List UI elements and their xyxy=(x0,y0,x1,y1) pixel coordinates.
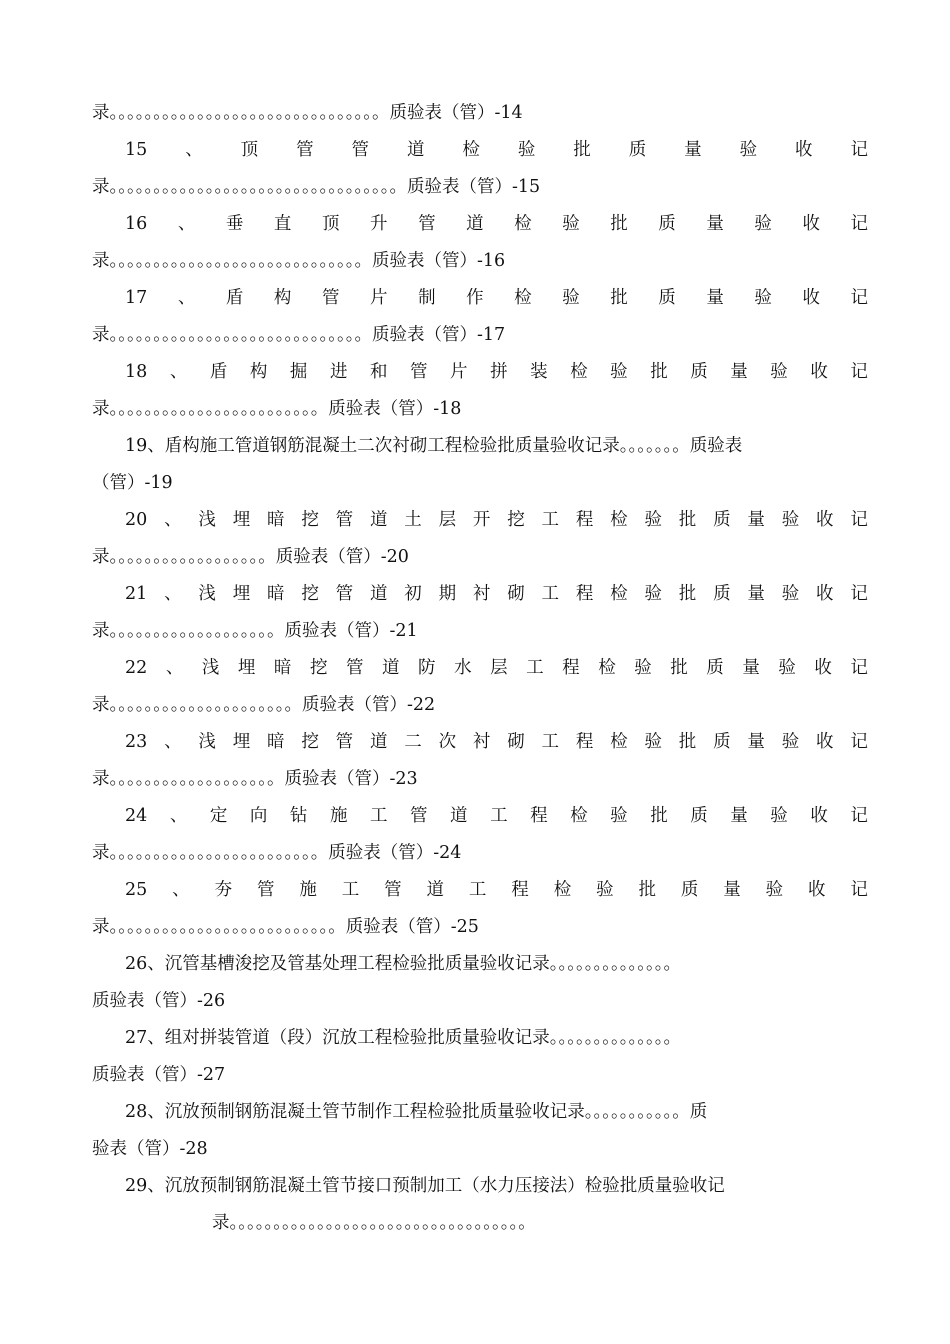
toc-title-char: 批 xyxy=(638,880,656,900)
toc-title-char: 管 xyxy=(321,288,340,308)
toc-line: 录。。。。。。。。。。。。。。。。。。。。。。。。。。。。。质验表（管）-17 xyxy=(92,325,506,345)
toc-title-char: 记 xyxy=(850,362,868,382)
toc-line: 录。。。。。。。。。。。。。。。。。。。。。。。。。。。。。。。。。质验表（管）-15 xyxy=(92,177,541,197)
toc-title-char: 管 xyxy=(410,362,428,382)
toc-title-char: 掘 xyxy=(289,362,308,382)
toc-entry-number: 25 xyxy=(125,880,148,900)
toc-title-char: 验 xyxy=(781,732,800,752)
toc-title-char: 二 xyxy=(404,732,422,752)
toc-title-char: 施 xyxy=(329,806,348,826)
toc-title-char: 量 xyxy=(706,288,724,308)
toc-entry-23 xyxy=(125,724,868,761)
toc-entry-25 xyxy=(125,872,868,909)
toc-title-char: 批 xyxy=(573,140,591,160)
toc-title-char: 和 xyxy=(369,362,388,382)
toc-title-char: 浅 xyxy=(201,658,220,678)
toc-title-char: 砌 xyxy=(507,732,525,752)
toc-entry-number: 22 xyxy=(125,658,148,678)
toc-title-char: 、 xyxy=(185,140,203,160)
toc-title-char: 批 xyxy=(610,214,628,234)
toc-line: 录。。。。。。。。。。。。。。。。。。。质验表（管）-21 xyxy=(92,621,418,641)
toc-title-char: 质 xyxy=(706,658,724,678)
toc-title-char: 工 xyxy=(341,880,360,900)
toc-line: 录。。。。。。。。。。。。。。。。。。。。。。。。。。质验表（管）-25 xyxy=(92,917,479,937)
toc-title-char: 量 xyxy=(747,584,765,604)
toc-title-char: 检 xyxy=(598,658,616,678)
toc-title-char: 管 xyxy=(256,880,275,900)
toc-title-char: 程 xyxy=(575,510,594,530)
toc-title-char: 作 xyxy=(466,288,484,308)
toc-title-char: 验 xyxy=(754,288,772,308)
toc-title-char: 验 xyxy=(644,510,662,530)
toc-entry-17 xyxy=(125,280,868,317)
toc-entry-18 xyxy=(125,354,868,391)
toc-title-char: 开 xyxy=(472,510,491,530)
toc-entry-number: 20 xyxy=(125,510,148,530)
toc-title-char: 记 xyxy=(850,658,868,678)
toc-title-char: 埋 xyxy=(237,658,256,678)
toc-title-char: 验 xyxy=(770,806,788,826)
toc-title-char: 收 xyxy=(802,288,820,308)
toc-title-char: 层 xyxy=(490,658,508,678)
toc-title-char: 暗 xyxy=(267,584,285,604)
toc-entry-number: 16 xyxy=(125,214,148,234)
toc-entry-21 xyxy=(125,576,868,613)
toc-title-char: 程 xyxy=(530,806,548,826)
toc-title-char: 、 xyxy=(172,880,190,900)
toc-title-char: 工 xyxy=(541,732,560,752)
toc-title-char: 工 xyxy=(541,510,560,530)
toc-line: （管）-19 xyxy=(92,473,173,493)
toc-title-char: 批 xyxy=(670,658,688,678)
toc-title-char: 验 xyxy=(739,140,758,160)
toc-title-char: 程 xyxy=(575,732,594,752)
toc-title-char: 管 xyxy=(351,140,370,160)
toc-title-char: 检 xyxy=(570,806,588,826)
toc-title-char: 质 xyxy=(713,732,731,752)
toc-title-char: 定 xyxy=(209,806,228,826)
toc-title-char: 记 xyxy=(850,880,868,900)
toc-title-char: 验 xyxy=(517,140,536,160)
toc-title-char: 程 xyxy=(575,584,594,604)
toc-title-char: 防 xyxy=(418,658,436,678)
toc-title-char: 次 xyxy=(438,732,457,752)
toc-title-char: 埋 xyxy=(232,510,251,530)
toc-line: 录。。。。。。。。。。。。。。。。。。。。。质验表（管）-22 xyxy=(92,695,436,715)
toc-title-char: 暗 xyxy=(273,658,292,678)
toc-title-char: 挖 xyxy=(301,510,319,530)
toc-title-char: 质 xyxy=(658,214,676,234)
toc-entry-19: 19、盾构施工管道钢筋混凝土二次衬砌工程检验批质量验收记录。。。。。。。质验表 xyxy=(125,436,743,456)
toc-entry-number: 23 xyxy=(125,732,148,752)
toc-entry-number: 18 xyxy=(125,362,148,382)
toc-title-char: 盾 xyxy=(225,288,244,308)
toc-title-char: 装 xyxy=(530,362,548,382)
toc-title-char: 道 xyxy=(369,584,388,604)
toc-title-char: 制 xyxy=(418,288,436,308)
toc-title-char: 暗 xyxy=(267,510,285,530)
toc-title-char: 道 xyxy=(466,214,484,234)
toc-entry-26: 26、沉管基槽浚挖及管基处理工程检验批质量验收记录。。。。。。。。。。。。。。 xyxy=(125,954,682,974)
toc-title-char: 检 xyxy=(610,732,628,752)
toc-title-char: 批 xyxy=(650,362,668,382)
toc-title-char: 验 xyxy=(634,658,652,678)
toc-title-char: 量 xyxy=(684,140,702,160)
toc-title-char: 收 xyxy=(816,510,834,530)
toc-title-char: 管 xyxy=(418,214,436,234)
toc-title-char: 验 xyxy=(610,806,628,826)
toc-entry-number: 21 xyxy=(125,584,148,604)
toc-title-char: 验 xyxy=(781,510,800,530)
toc-title-char: 期 xyxy=(438,584,457,604)
toc-title-char: 道 xyxy=(426,880,445,900)
toc-title-char: 、 xyxy=(165,658,184,678)
toc-title-char: 记 xyxy=(850,140,868,160)
toc-title-char: 管 xyxy=(410,806,428,826)
toc-title-char: 工 xyxy=(541,584,560,604)
toc-title-char: 挖 xyxy=(507,510,525,530)
toc-title-char: 管 xyxy=(345,658,364,678)
toc-title-char: 挖 xyxy=(301,584,319,604)
toc-line: 质验表（管）-27 xyxy=(92,1065,226,1085)
toc-title-char: 收 xyxy=(814,658,832,678)
toc-title-char: 记 xyxy=(850,732,868,752)
toc-line: 录。。。。。。。。。。。。。。。。。。。。。。。。质验表（管）-18 xyxy=(92,399,462,419)
toc-title-char: 道 xyxy=(369,510,388,530)
toc-title-char: 进 xyxy=(329,362,348,382)
toc-title-char: 衬 xyxy=(472,732,491,752)
toc-title-char: 施 xyxy=(299,880,317,900)
toc-title-char: 挖 xyxy=(309,658,328,678)
toc-title-char: 管 xyxy=(335,584,354,604)
toc-title-char: 质 xyxy=(690,362,708,382)
toc-title-char: 道 xyxy=(382,658,400,678)
toc-title-char: 直 xyxy=(273,214,292,234)
toc-title-char: 、 xyxy=(177,214,196,234)
toc-title-char: 、 xyxy=(164,510,182,530)
toc-title-char: 记 xyxy=(850,806,868,826)
toc-title-char: 土 xyxy=(404,510,422,530)
toc-title-char: 收 xyxy=(816,584,834,604)
toc-title-char: 管 xyxy=(335,510,354,530)
toc-entry-number: 17 xyxy=(125,288,148,308)
toc-title-char: 验 xyxy=(596,880,614,900)
toc-title-char: 验 xyxy=(610,362,628,382)
toc-title-char: 质 xyxy=(680,880,699,900)
toc-title-char: 顶 xyxy=(321,214,340,234)
toc-title-char: 验 xyxy=(778,658,796,678)
toc-title-char: 初 xyxy=(404,584,422,604)
toc-title-char: 浅 xyxy=(198,584,216,604)
toc-title-char: 收 xyxy=(808,880,826,900)
toc-entry-number: 15 xyxy=(125,140,148,160)
toc-title-char: 管 xyxy=(384,880,402,900)
toc-title-char: 记 xyxy=(850,510,868,530)
toc-entry-27: 27、组对拼装管道（段）沉放工程检验批质量验收记录。。。。。。。。。。。。。。 xyxy=(125,1028,682,1048)
toc-title-char: 检 xyxy=(610,584,628,604)
toc-entry-29: 29、沉放预制钢筋混凝土管节接口预制加工（水力压接法）检验批质量验收记 xyxy=(125,1176,725,1196)
toc-title-char: 质 xyxy=(713,584,731,604)
toc-title-char: 检 xyxy=(514,214,532,234)
toc-entry-24 xyxy=(125,798,868,835)
toc-title-char: 、 xyxy=(164,732,182,752)
toc-title-char: 量 xyxy=(706,214,724,234)
toc-title-char: 质 xyxy=(713,510,731,530)
toc-title-char: 验 xyxy=(781,584,800,604)
toc-title-char: 、 xyxy=(169,362,188,382)
toc-title-char: 道 xyxy=(406,140,425,160)
toc-entry-22 xyxy=(125,650,868,687)
toc-title-char: 量 xyxy=(730,362,748,382)
toc-title-char: 记 xyxy=(850,288,868,308)
toc-title-char: 工 xyxy=(526,658,544,678)
toc-title-char: 验 xyxy=(765,880,784,900)
toc-title-char: 构 xyxy=(273,288,292,308)
toc-title-char: 工 xyxy=(369,806,388,826)
toc-title-char: 记 xyxy=(850,584,868,604)
toc-line: 验表（管）-28 xyxy=(92,1139,208,1159)
toc-title-char: 批 xyxy=(610,288,628,308)
toc-title-char: 收 xyxy=(810,806,828,826)
toc-title-char: 收 xyxy=(795,140,813,160)
toc-title-char: 工 xyxy=(490,806,508,826)
toc-title-char: 批 xyxy=(678,732,697,752)
toc-title-char: 量 xyxy=(747,510,765,530)
toc-entry-16 xyxy=(125,206,868,243)
toc-title-char: 埋 xyxy=(232,732,251,752)
toc-title-char: 检 xyxy=(570,362,588,382)
toc-title-char: 浅 xyxy=(198,732,216,752)
toc-line: 录。。。。。。。。。。。。。。。。。。。。。。。。质验表（管）-24 xyxy=(92,843,462,863)
toc-title-char: 砌 xyxy=(507,584,525,604)
toc-title-char: 顶 xyxy=(240,140,259,160)
toc-title-char: 检 xyxy=(610,510,628,530)
toc-entry-15 xyxy=(125,132,868,169)
toc-title-char: 质 xyxy=(690,806,708,826)
toc-title-char: 检 xyxy=(514,288,532,308)
toc-title-char: 收 xyxy=(802,214,820,234)
toc-line: 录。。。。。。。。。。。。。。。。。。。。。。。。。。。。。。。质验表（管）-14 xyxy=(92,103,523,123)
toc-title-char: 收 xyxy=(816,732,834,752)
toc-title-char: 记 xyxy=(850,214,868,234)
toc-line: 录。。。。。。。。。。。。。。。。。。。质验表（管）-23 xyxy=(92,769,418,789)
toc-title-char: 水 xyxy=(454,658,472,678)
toc-title-char: 道 xyxy=(369,732,388,752)
toc-title-char: 验 xyxy=(754,214,772,234)
toc-title-char: 垂 xyxy=(225,214,244,234)
toc-title-char: 钻 xyxy=(289,806,308,826)
toc-title-char: 盾 xyxy=(209,362,228,382)
toc-entry-number: 24 xyxy=(125,806,148,826)
toc-title-char: 量 xyxy=(747,732,765,752)
toc-title-char: 拼 xyxy=(490,362,508,382)
toc-title-char: 、 xyxy=(169,806,188,826)
toc-title-char: 批 xyxy=(678,584,697,604)
toc-title-char: 道 xyxy=(450,806,468,826)
toc-title-char: 程 xyxy=(562,658,580,678)
toc-title-char: 质 xyxy=(628,140,647,160)
toc-title-char: 向 xyxy=(249,806,268,826)
toc-title-char: 程 xyxy=(511,880,529,900)
toc-title-char: 量 xyxy=(742,658,760,678)
toc-line: 录。。。。。。。。。。。。。。。。。。。。。。。。。。。。。质验表（管）-16 xyxy=(92,251,506,271)
toc-title-char: 埋 xyxy=(232,584,251,604)
toc-title-char: 检 xyxy=(553,880,572,900)
toc-entry-28: 28、沉放预制钢筋混凝土管节制作工程检验批质量验收记录。。。。。。。。。。。质 xyxy=(125,1102,708,1122)
toc-title-char: 挖 xyxy=(301,732,319,752)
toc-entry-20 xyxy=(125,502,868,539)
toc-title-char: 浅 xyxy=(198,510,216,530)
toc-title-char: 管 xyxy=(296,140,314,160)
toc-title-char: 验 xyxy=(644,584,662,604)
toc-title-char: 暗 xyxy=(267,732,285,752)
toc-title-char: 验 xyxy=(770,362,788,382)
toc-title-char: 构 xyxy=(249,362,268,382)
toc-title-char: 批 xyxy=(650,806,668,826)
toc-title-char: 批 xyxy=(678,510,697,530)
toc-title-char: 收 xyxy=(810,362,828,382)
toc-title-char: 检 xyxy=(462,140,480,160)
toc-title-char: 夯 xyxy=(214,880,233,900)
toc-line: 录。。。。。。。。。。。。。。。。。。质验表（管）-20 xyxy=(92,547,409,567)
toc-title-char: 量 xyxy=(730,806,748,826)
toc-title-char: 、 xyxy=(164,584,182,604)
toc-title-char: 层 xyxy=(438,510,457,530)
toc-title-char: 验 xyxy=(562,288,580,308)
toc-title-char: 验 xyxy=(562,214,580,234)
toc-title-char: 质 xyxy=(658,288,676,308)
toc-title-char: 工 xyxy=(468,880,487,900)
toc-title-char: 、 xyxy=(177,288,196,308)
toc-title-char: 片 xyxy=(370,288,388,308)
toc-title-char: 升 xyxy=(370,214,388,234)
toc-title-char: 管 xyxy=(335,732,354,752)
toc-line: 质验表（管）-26 xyxy=(92,991,226,1011)
toc-title-char: 片 xyxy=(450,362,468,382)
toc-title-char: 量 xyxy=(723,880,741,900)
toc-title-char: 衬 xyxy=(472,584,491,604)
toc-line: 录。。。。。。。。。。。。。。。。。。。。。。。。。。。。。。。。。。 xyxy=(212,1213,536,1233)
toc-title-char: 验 xyxy=(644,732,662,752)
